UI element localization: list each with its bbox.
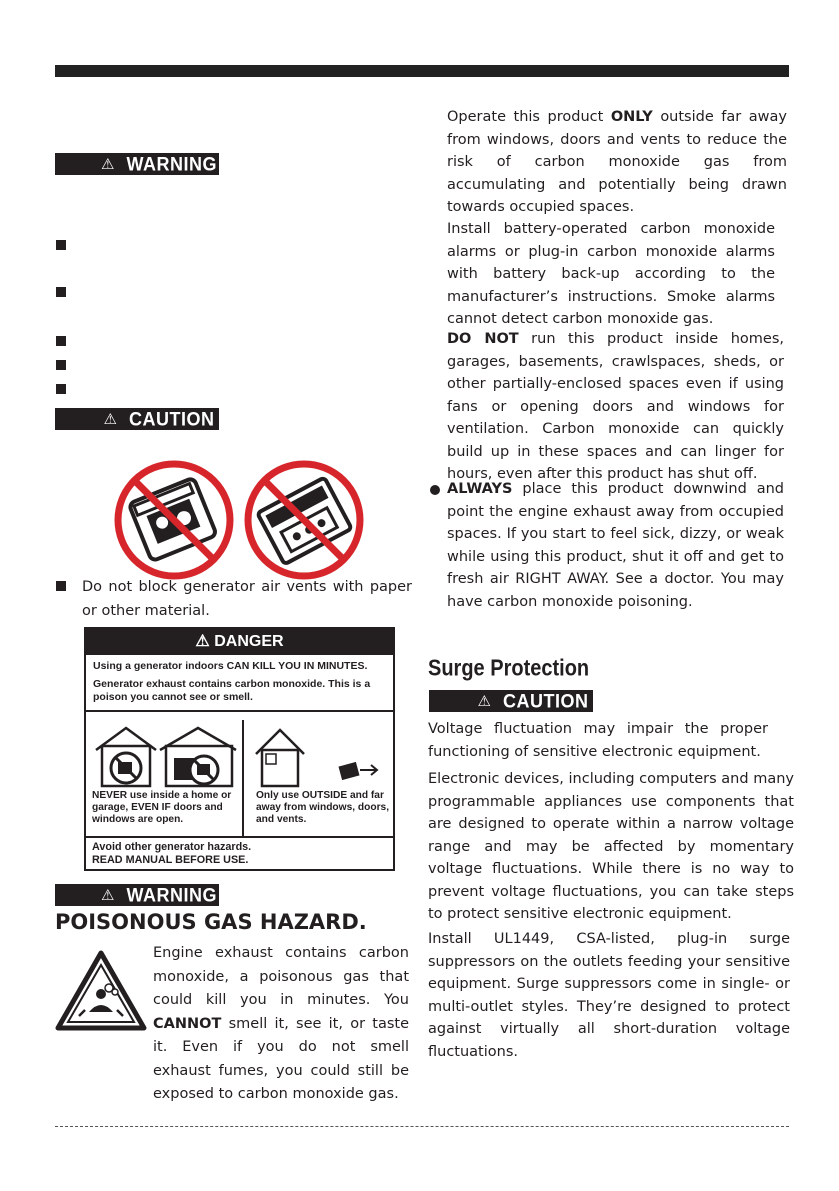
footer-divider — [55, 1126, 789, 1127]
warning-banner-1 — [55, 153, 219, 175]
caution-label: CAUTION — [129, 407, 215, 430]
divider — [242, 720, 244, 836]
header-bar — [55, 65, 789, 77]
never-use-text: NEVER use inside a home or garage, EVEN IF doors and windows are open. — [92, 790, 232, 825]
bullet-square — [56, 581, 66, 591]
bullet-square — [56, 240, 66, 250]
p3-bold: DO NOT — [447, 331, 519, 347]
danger-footer-2: READ MANUAL BEFORE USE. — [92, 854, 249, 866]
no-generator-icon-right — [242, 458, 366, 582]
poisonous-gas-text — [153, 942, 409, 1107]
bullet-square — [56, 360, 66, 370]
do-not-run-paragraph — [447, 328, 784, 486]
p4-bold: ALWAYS — [447, 481, 513, 497]
round-bullet — [430, 485, 440, 495]
p1-text: outside far away from windows, doors and vents to reduce the risk of carbon monoxide gas from accumulating and potentially being drawn towards occupied spaces. — [447, 109, 787, 215]
gas-text-bold: CANNOT — [153, 1015, 222, 1032]
surge-protection-heading: Surge Protection — [428, 656, 590, 682]
poisonous-gas-icon — [55, 950, 147, 1032]
surge-paragraph-1: Voltage fluctuation may impair the proper functioning of sensitive electronic equipment. — [428, 721, 768, 760]
p4-text: place this product downwind and point the engine exhaust away from occupied spaces. If you start to feel sick, dizzy, or weak while using this product, shut it off and get to fresh air RIGHT AWAY. See a doctor. You may have carbon monoxide poisoning. — [447, 481, 784, 610]
danger-footer-1: Avoid other generator hazards. — [92, 841, 252, 853]
p1-bold: ONLY — [610, 109, 653, 125]
operate-outside-paragraph — [447, 106, 787, 219]
warning-triangle-icon: ⚠ — [101, 154, 115, 173]
surge-paragraph-2: Electronic devices, including computers and many programmable appliances use components that are designed to operate within a narrow voltage range and may be affected by momentary voltage fluctuations. While there is no way to prevent voltage fluctuations, you can take steps to protect sensitive electronic equipment. — [428, 771, 794, 922]
danger-line-2: Generator exhaust contains carbon monoxide. This is a poison you cannot see or smell. — [93, 678, 371, 703]
warning-triangle-icon: ⚠ — [195, 633, 210, 650]
gas-text-part: Engine exhaust contains carbon monoxide, a poisonous gas that could kill you in minutes. You — [153, 945, 409, 1008]
house-no-generator-icon — [94, 724, 240, 788]
bullet-square — [56, 287, 66, 297]
only-outside-text: Only use OUTSIDE and far away from windows, doors, and vents. — [256, 790, 390, 825]
warning-banner-2 — [55, 884, 219, 906]
poisonous-gas-heading: POISONOUS GAS HAZARD. — [55, 910, 367, 934]
p3-text: run this product inside homes, garages, basements, crawlspaces, sheds, or other partially-enclosed spaces even if using fans or opening doors and windows for ventilation. Carbon monoxide can quickly build up in these spaces and can linger for hours, even after this product has shut off. — [447, 331, 785, 482]
warning-triangle-icon: ⚠ — [101, 885, 115, 904]
danger-title: DANGER — [214, 633, 284, 650]
warning-triangle-icon: ⚠ — [477, 691, 491, 710]
caution-label: CAUTION — [503, 689, 589, 712]
no-generator-icon-left — [112, 458, 236, 582]
danger-label-box — [84, 627, 395, 871]
surge-paragraph-3: Install UL1449, CSA-listed, plug-in surge suppressors on the outlets feeding your sensitive equipment. Surge suppressors come in single- or multi-outlet styles. They’re designed to protect against virtually all short-duration voltage fluctuations. — [428, 931, 790, 1060]
bullet-square — [56, 384, 66, 394]
warning-triangle-icon: ⚠ — [103, 409, 117, 428]
house-outside-icon — [252, 724, 390, 788]
vent-instruction: Do not block generator air vents with paper or other material. — [82, 579, 412, 619]
p1-text: Operate this product — [447, 109, 611, 125]
bullet-square — [56, 336, 66, 346]
gas-text-part: smell it, see it, or taste it. Even if you do not smell exhaust fumes, you could still be exposed to carbon monoxide gas. — [153, 1015, 409, 1102]
danger-header — [86, 629, 393, 655]
co-alarm-paragraph: Install battery-operated carbon monoxide alarms or plug-in carbon monoxide alarms with battery back-up according to the manufacturer’s instructions. Smoke alarms cannot detect carbon monoxide gas. — [447, 221, 775, 327]
divider — [86, 710, 393, 712]
warning-label: WARNING — [126, 152, 217, 175]
warning-label: WARNING — [126, 883, 217, 906]
divider — [86, 836, 393, 838]
caution-banner-1 — [55, 408, 219, 430]
caution-banner-2 — [429, 690, 593, 712]
danger-line-1: Using a generator indoors CAN KILL YOU IN MINUTES. — [93, 660, 368, 672]
always-paragraph — [447, 478, 784, 613]
